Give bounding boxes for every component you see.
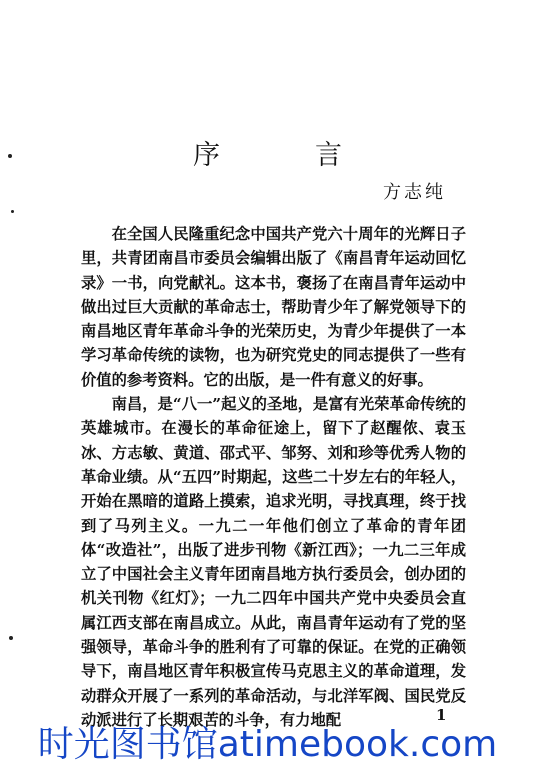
watermark-text: 时光图书馆atimebook.com: [37, 724, 498, 765]
body-text: [81, 222, 466, 732]
paragraph: 在全国人民隆重纪念中国共产党六十周年的光辉日子里，共青团南昌市委员会编辑出版了《南昌青年运动回忆录》一书，向党献礼。这本书，褒扬了在南昌青年运动中做出过巨大贡献的革命志士，帮助青少年了解党领导下的南昌地区青年革命斗争的光荣历史，为青少年提供了一本学习革命传统的读物，也为研究党史的同志提供了一些有价值的参考资料。它的出版，是一件有意义的好事。: [81, 225, 466, 389]
page-number: 1: [436, 706, 447, 724]
scan-speck: [11, 210, 14, 213]
author-name: 方志纯: [383, 182, 446, 203]
scan-speck: [9, 636, 13, 640]
paragraph: 南昌，是“八一”起义的圣地，是富有光荣革命传统的英雄城市。在漫长的革命征途上，留下了赵醒侬、袁玉冰、方志敏、黄道、邵式平、邹努、刘和珍等优秀人物的革命业绩。从“五四”时期起，这些二十岁左右的年轻人，开始在黑暗的道路上摸索，追求光明，寻找真理，终于找到了马列主义。一九二一年他们创立了革命的青年团体“改造社”，出版了进步刊物《新江西》；一九二三年成立了中国社会主义青年团南昌地方执行委员会，创办团的机关刊物《红灯》；一九二四年中国共产党中央委员会直属江西支部在南昌成立。从此，南昌青年运动有了党的坚强领导，革命斗争的胜利有了可靠的保证。在党的正确领导下，南昌地区青年积极宣传马克思主义的革命道理，发动群众开展了一系列的革命活动，与北洋军阀、国民党反动派进行了长期艰苦的斗争，有力地配: [81, 395, 466, 729]
page-title: 序 言: [193, 140, 376, 171]
